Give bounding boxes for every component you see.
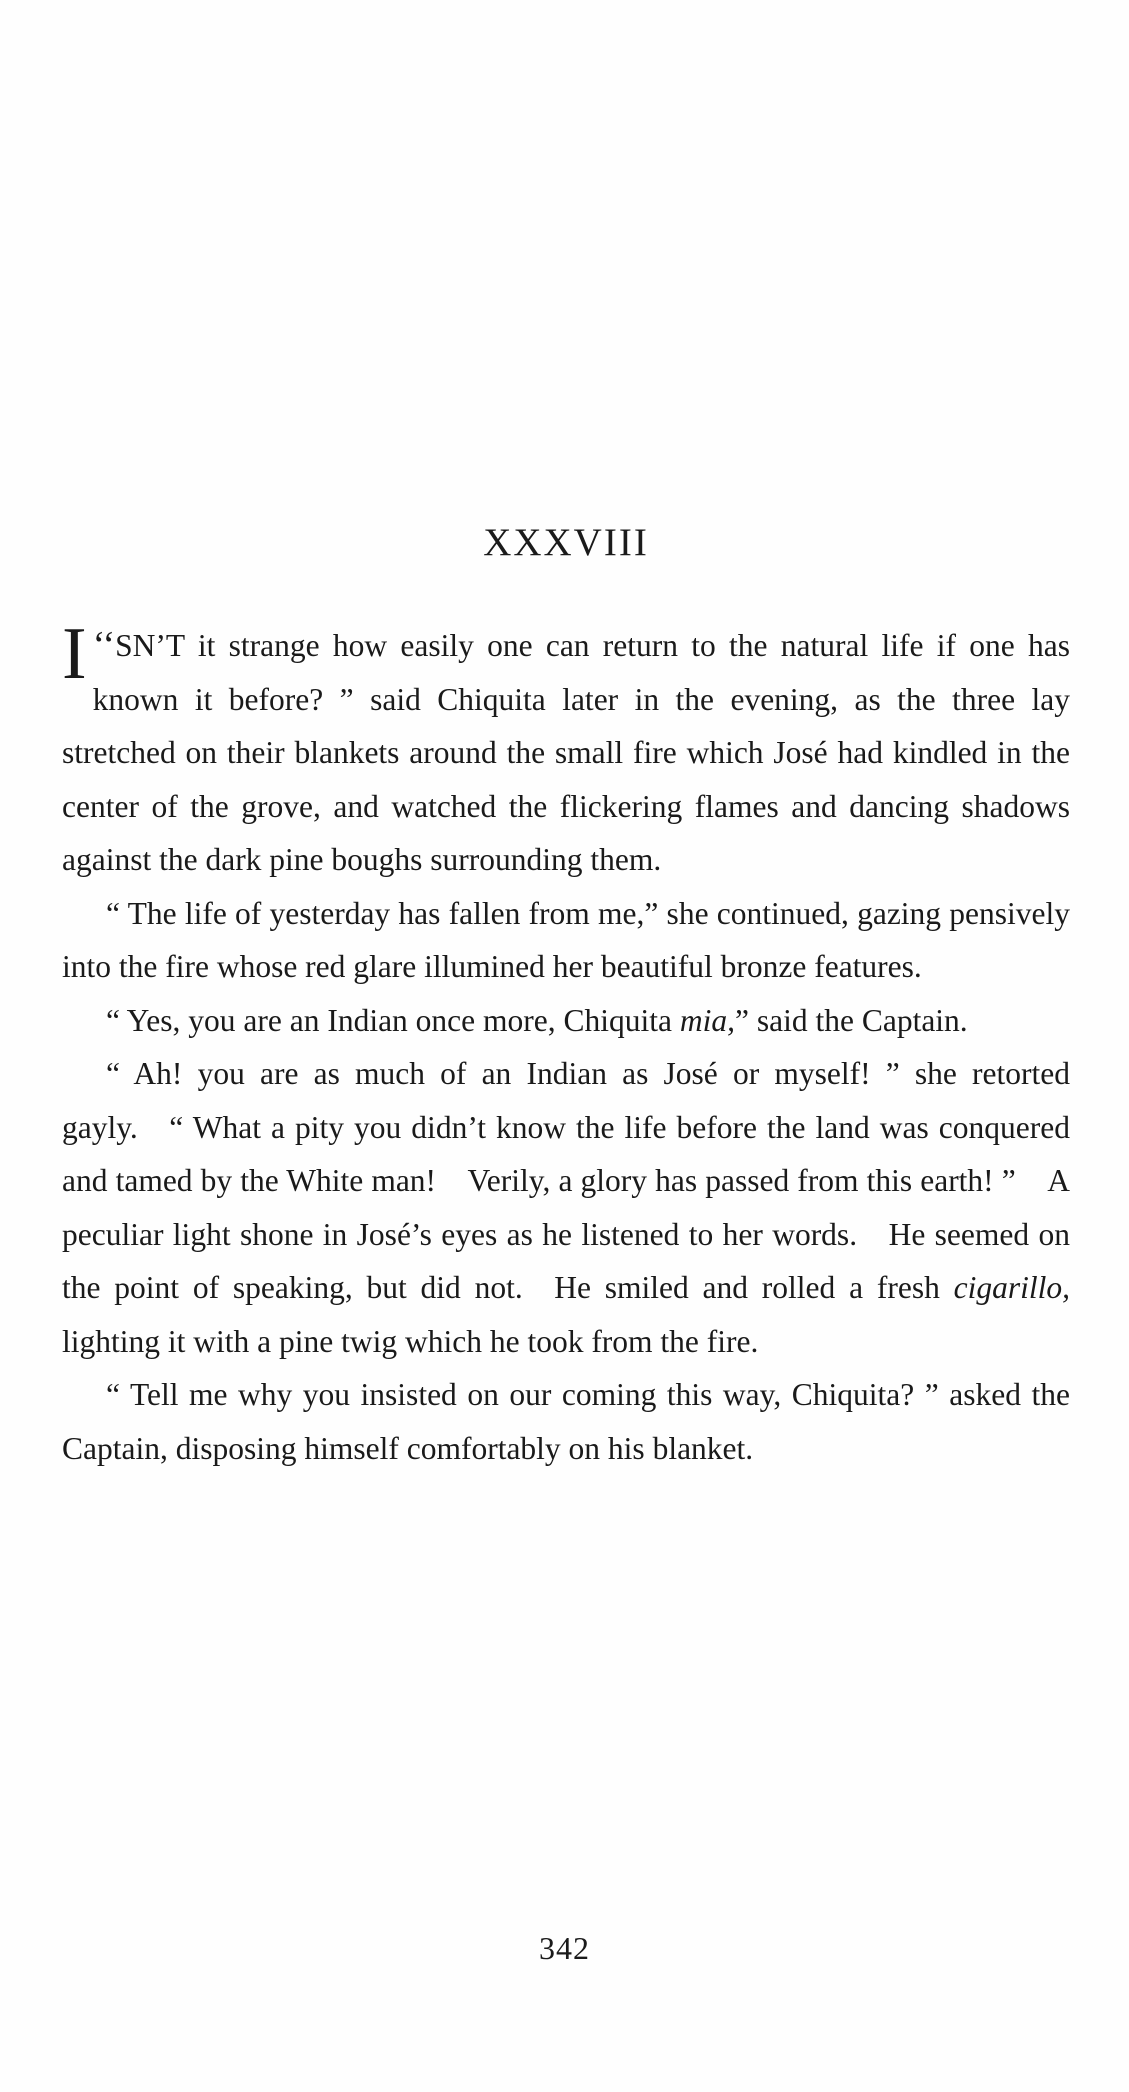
paragraph-2 <box>62 887 1070 994</box>
paragraph-3-text-b: ” said the Captain. <box>735 1002 968 1038</box>
page-number: 342 <box>539 1930 590 1966</box>
paragraph-4-italic: cigarillo, <box>953 1270 1070 1305</box>
chapter-number-heading: XXXVIII <box>483 521 649 564</box>
paragraph-1 <box>62 613 1070 887</box>
drop-cap-letter: I <box>62 613 87 695</box>
paragraph-4 <box>62 1047 1070 1368</box>
paragraph-4-text-b: lighting it with a pine twig which he took from the fire. <box>62 1323 759 1359</box>
paragraph-3-text-a: “ Yes, you are an Indian once more, Chiquita <box>106 1002 680 1038</box>
paragraph-3-italic: mia, <box>679 1002 735 1038</box>
paragraph-1-text: SN’T it strange how easily one can return to the natural life if one has known it before? ” said Chiquita later in the evening, as the three lay stretched on their blankets around the small fire which José had kindled in the center of the grove, and watched the flickering flames and dancing shadows against the dark pine boughs surrounding them. <box>62 628 1070 877</box>
page-content <box>62 520 1070 1475</box>
paragraph-4-text-a: “ Ah! you are as much of an Indian as José or myself! ” she retorted gayly. “ What a pity you didn’t know the life before the land was conquered and tamed by the White man! Verily, a glory has passed from this earth! ” A peculiar light shone in José’s eyes as he listened to her words. He seemed on the point of speaking, but did not. He smiled and rolled a fresh <box>62 1056 1070 1305</box>
paragraph-3 <box>62 994 1070 1048</box>
paragraph-2-text: “ The life of yesterday has fallen from me,” she continued, gazing pensively into the fire whose red glare illumined her beautiful bronze features. <box>62 895 1070 984</box>
opening-quote-mark: ‘‘ <box>92 624 116 666</box>
paragraph-5 <box>62 1368 1070 1475</box>
paragraph-5-text: “ Tell me why you insisted on our coming this way, Chiquita? ” asked the Captain, disposing himself comfortably on his blanket. <box>62 1377 1070 1466</box>
